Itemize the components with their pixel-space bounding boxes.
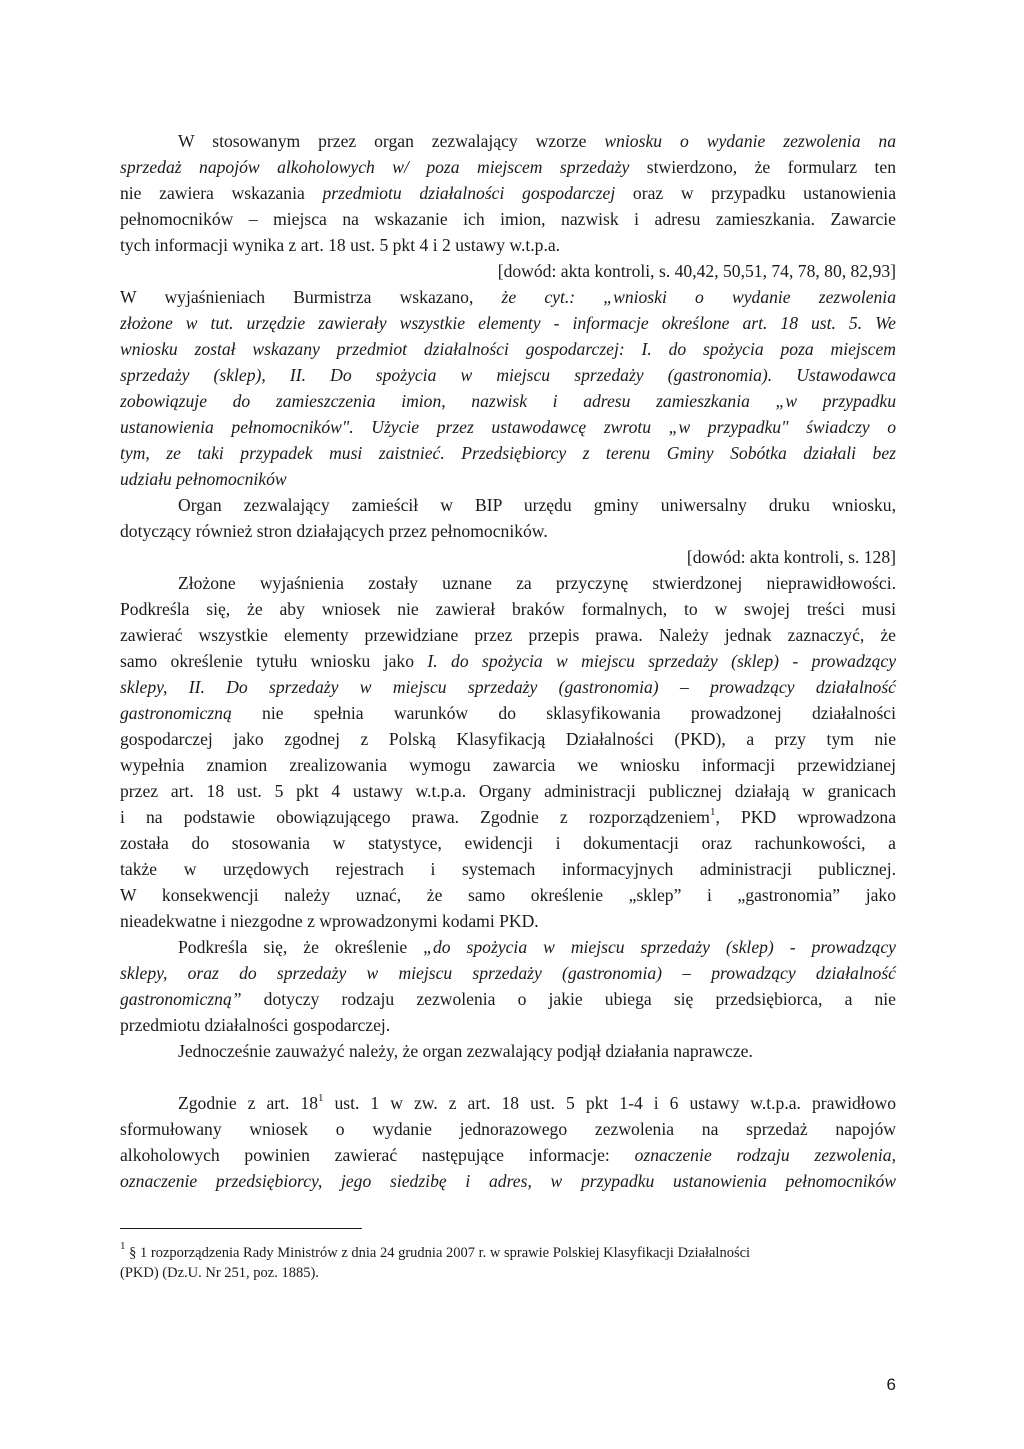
paragraph-line: zawierać wszystkie elementy przewidziane przez przepis prawa. Należy jednak zaznaczyć, że [120,625,896,645]
evidence-citation: [dowód: akta kontroli, s. 128] [686,547,896,567]
footnote-separator [120,1228,362,1229]
paragraph-line: także w urzędowych rejestrach i systemach informacyjnych administracji publicznej. [120,859,896,879]
footnote-marker: 1 [120,1240,126,1252]
paragraph-line: nie zawiera wskazania przedmiotu działalności gospodarczej oraz w przypadku ustanowienia [120,183,897,203]
page-number: 6 [886,1375,896,1394]
evidence-citation: [dowód: akta kontroli, s. 40,42, 50,51, 74, 78, 80, 82,93] [497,261,896,281]
paragraph-line: sformułowany wniosek o wydanie jednorazowego zezwolenia na sprzedaż napojów [120,1119,896,1139]
paragraph-line: wypełnia znamion zrealizowania wymogu zawarcia we wniosku informacji przewidzianej [120,755,896,775]
paragraph-line: samo określenie tytułu wniosku jako I. do spożycia w miejscu sprzedaży (sklep) - prowadzący [120,651,897,671]
paragraph-line: nieadekwatne i niezgodne z wprowadzonymi kodami PKD. [120,911,539,931]
paragraph-line: została do stosowania w statystyce, ewidencji i dokumentacji oraz rachunkowości, a [120,833,896,853]
paragraph-line: gospodarczej jako zgodnej z Polską Klasyfikacją Działalności (PKD), a przy tym nie [120,729,896,749]
paragraph-line: W konsekwencji należy uznać, że samo określenie „sklep” i „gastronomia” jako [120,885,896,905]
paragraph-line: alkoholowych powinien zawierać następujące informacje: oznaczenie rodzaju zezwolenia, [120,1145,896,1165]
paragraph-line: dotyczący również stron działających przez pełnomocników. [120,521,548,541]
paragraph-line: W stosowanym przez organ zezwalający wzorze wniosku o wydanie zezwolenia na [178,131,897,151]
quoted-line: wniosku został wskazany przedmiot działalności gospodarczej: I. do spożycia poza miejscem [120,339,896,359]
paragraph-line: Zgodnie z art. $18^1$ ust. 1 w zw. z art. 18 ust. 5 pkt 1-4 i 6 ustawy w.t.p.a. prawidłowo [178,1092,896,1113]
paragraph-line: i na podstawie obowiązującego prawa. Zgodnie z rozporządzeniem$^1$, PKD wprowadzona [120,806,896,827]
paragraph-line: Podkreśla się, że określenie „do spożycia w miejscu sprzedaży (sklep) - prowadzący [178,937,896,957]
quoted-line: tym, ze taki przypadek musi zaistnieć. Przedsiębiorcy z terenu Gminy Sobótka działali bez [120,443,896,463]
paragraph-line: pełnomocników – miejsca na wskazanie ich imion, nazwisk i adresu zamieszkania. Zawarcie [120,209,896,229]
paragraph-line: Złożone wyjaśnienia zostały uznane za przyczynę stwierdzonej nieprawidłowości. [178,573,896,593]
paragraph-line: przedmiotu działalności gospodarczej. [120,1015,391,1035]
quoted-line: sprzedaży (sklep), II. Do spożycia w miejscu sprzedaży (gastronomia). Ustawodawca [120,365,896,385]
quoted-line: udziału pełnomocników [120,469,287,489]
superscript: 1 [318,1092,324,1104]
footnote-continuation: (PKD) (Dz.U. Nr 251, poz. 1885). [120,1265,319,1281]
paragraph-line: sprzedaż napojów alkoholowych w/ poza miejscem sprzedaży stwierdzono, że formularz ten [120,157,896,177]
paragraph-line: tych informacji wynika z art. 18 ust. 5 pkt 4 i 2 ustawy w.t.p.a. [120,235,561,255]
paragraph-line: gastronomiczną” dotyczy rodzaju zezwolenia o jakie ubiega się przedsiębiorca, a nie [120,989,896,1009]
quoted-line: złożone w tut. urzędzie zawierały wszystkie elementy - informacje określone art. 18 ust. 5. We [120,313,896,333]
footnote: $^1$ § 1 rozporządzenia Rady Ministrów z dnia 24 grudnia 2007 r. w sprawie Polskiej Klasyfikacji Działalności [120,1240,751,1261]
footnote-ref: 1 [709,806,716,818]
paragraph-line: W wyjaśnieniach Burmistrza wskazano, że cyt.: „wnioski o wydanie zezwolenia [120,287,896,307]
paragraph-line: Organ zezwalający zamieścił w BIP urzędu gminy uniwersalny druku wniosku, [178,495,896,515]
quoted-line: ustanowienia pełnomocników". Użycie przez ustawodawcę zwrotu „w przypadku" świadczy o [120,417,896,437]
paragraph-line: sklepy, II. Do sprzedaży w miejscu sprzedaży (gastronomia) – prowadzący działalność [120,677,896,697]
paragraph-line: Podkreśla się, że aby wniosek nie zawierał braków formalnych, to w swojej treści musi [120,599,896,619]
quoted-line: zobowiązuje do zamieszczenia imion, nazwisk i adresu zamieszkania „w przypadku [120,391,896,411]
paragraph-line: przez art. 18 ust. 5 pkt 4 ustawy w.t.p.a. Organy administracji publicznej działają w granicach [120,781,896,801]
paragraph-line: oznaczenie przedsiębiorcy, jego siedzibę i adres, w przypadku ustanowienia pełnomocników [120,1171,896,1191]
paragraph-line: gastronomiczną nie spełnia warunków do sklasyfikowania prowadzonej działalności [120,703,896,723]
paragraph-line: Jednocześnie zauważyć należy, że organ zezwalający podjął działania naprawcze. [178,1041,753,1061]
paragraph-line: sklepy, oraz do sprzedaży w miejscu sprzedaży (gastronomia) – prowadzący działalność [120,963,896,983]
